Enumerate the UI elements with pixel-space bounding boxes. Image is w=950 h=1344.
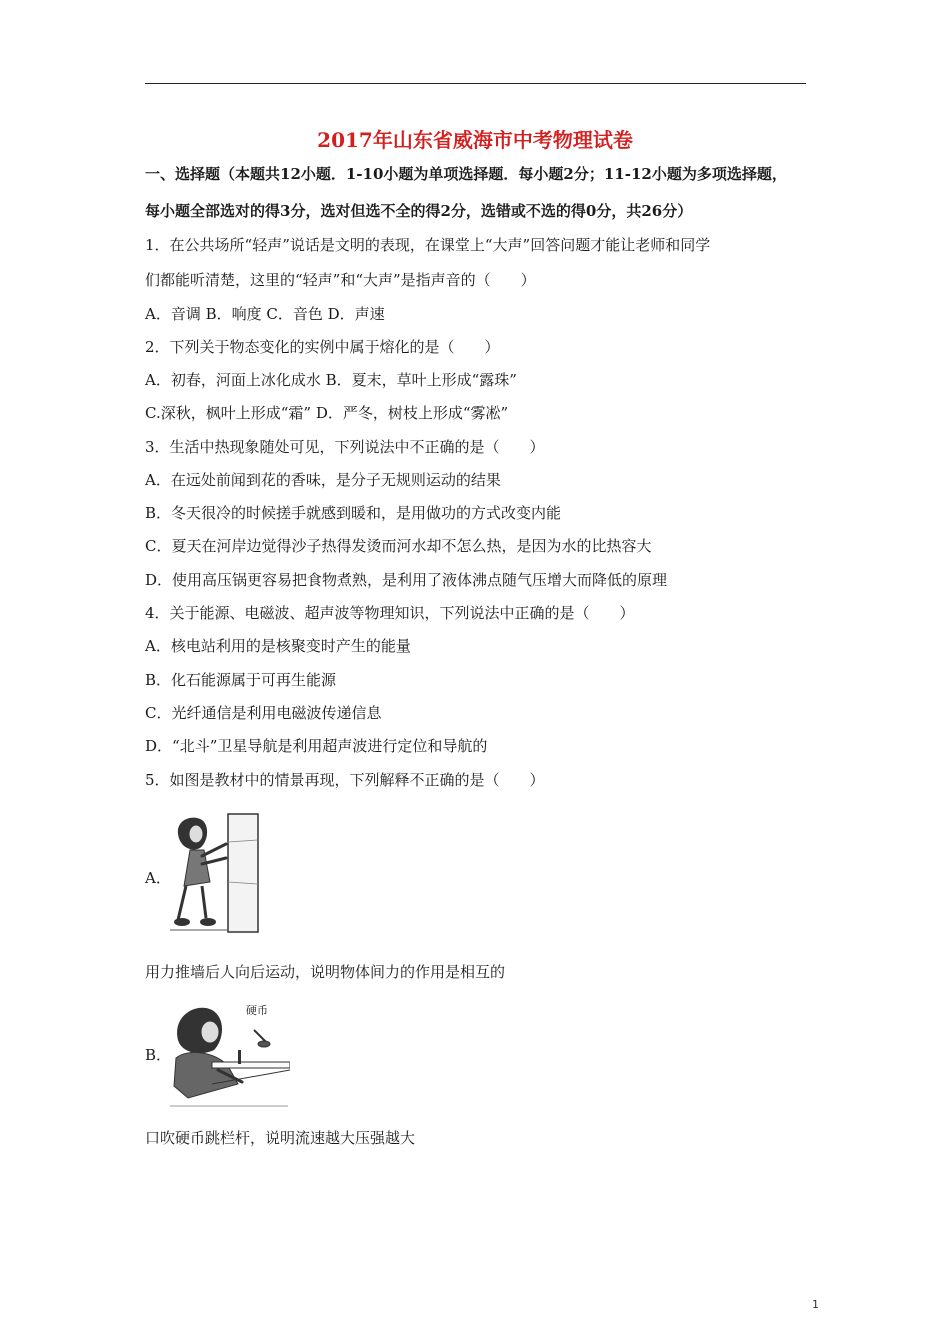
q1-stem-line1: 1．在公共场所“轻声”说话是文明的表现，在课堂上“大声”回答问题才能让老师和同学 bbox=[145, 236, 711, 254]
q4-option-d: D．“北斗”卫星导航是利用超声波进行定位和导航的 bbox=[145, 737, 488, 755]
q1-stem-line2: 们都能听清楚，这里的“轻声”和“大声”是指声音的（ ） bbox=[145, 271, 536, 289]
q5-stem: 5．如图是教材中的情景再现，下列解释不正确的是（ ） bbox=[145, 771, 545, 789]
q3-option-d: D．使用高压锅更容易把食物煮熟，是利用了液体沸点随气压增大而降低的原理 bbox=[145, 571, 668, 589]
q1-options: A．音调 B．响度 C．音色 D．声速 bbox=[145, 305, 385, 323]
q4-stem: 4．关于能源、电磁波、超声波等物理知识，下列说法中正确的是（ ） bbox=[145, 604, 635, 622]
coin-label: 硬币 bbox=[246, 1004, 268, 1017]
q2-options-line1: A．初春，河面上冰化成水 B．夏末，草叶上形成“露珠” bbox=[145, 371, 517, 389]
q5-option-a-label: A． bbox=[145, 869, 171, 887]
q4-option-a: A．核电站利用的是核聚变时产生的能量 bbox=[145, 637, 411, 655]
q5-option-b-label: B． bbox=[145, 1046, 172, 1064]
wall-push-figure bbox=[170, 812, 262, 934]
section-heading-line1: 一、选择题（本题共12小题．1-10小题为单项选择题．每小题2分；11-12小题为多项选择题， bbox=[145, 165, 787, 183]
coin-blow-illustration bbox=[168, 1000, 290, 1108]
q5-option-a-text: 用力推墙后人向后运动，说明物体间力的作用是相互的 bbox=[145, 963, 506, 981]
q3-option-c: C．夏天在河岸边觉得沙子热得发烫而河水却不怎么热，是因为水的比热容大 bbox=[145, 537, 652, 555]
q5-option-b-text: 口吹硬币跳栏杆，说明流速越大压强越大 bbox=[145, 1129, 416, 1147]
header-rule bbox=[145, 83, 806, 84]
coin-blow-figure bbox=[168, 1000, 290, 1108]
q3-option-b: B．冬天很冷的时候搓手就感到暖和，是用做功的方式改变内能 bbox=[145, 504, 562, 522]
page-number: 1 bbox=[812, 1298, 819, 1311]
q4-option-b: B．化石能源属于可再生能源 bbox=[145, 671, 337, 689]
q2-options-line2: C.深秋，枫叶上形成“霜” D．严冬，树枝上形成“雾凇” bbox=[145, 404, 509, 422]
q3-stem: 3．生活中热现象随处可见，下列说法中不正确的是（ ） bbox=[145, 438, 545, 456]
page-title: 2017年山东省威海市中考物理试卷 bbox=[317, 128, 633, 152]
section-heading-line2: 每小题全部选对的得3分，选对但选不全的得2分，选错或不选的得0分，共26分） bbox=[145, 202, 693, 220]
wall-push-illustration bbox=[170, 812, 262, 934]
q2-stem: 2．下列关于物态变化的实例中属于熔化的是（ ） bbox=[145, 338, 500, 356]
q3-option-a: A．在远处前闻到花的香味，是分子无规则运动的结果 bbox=[145, 471, 501, 489]
q4-option-c: C．光纤通信是利用电磁波传递信息 bbox=[145, 704, 382, 722]
